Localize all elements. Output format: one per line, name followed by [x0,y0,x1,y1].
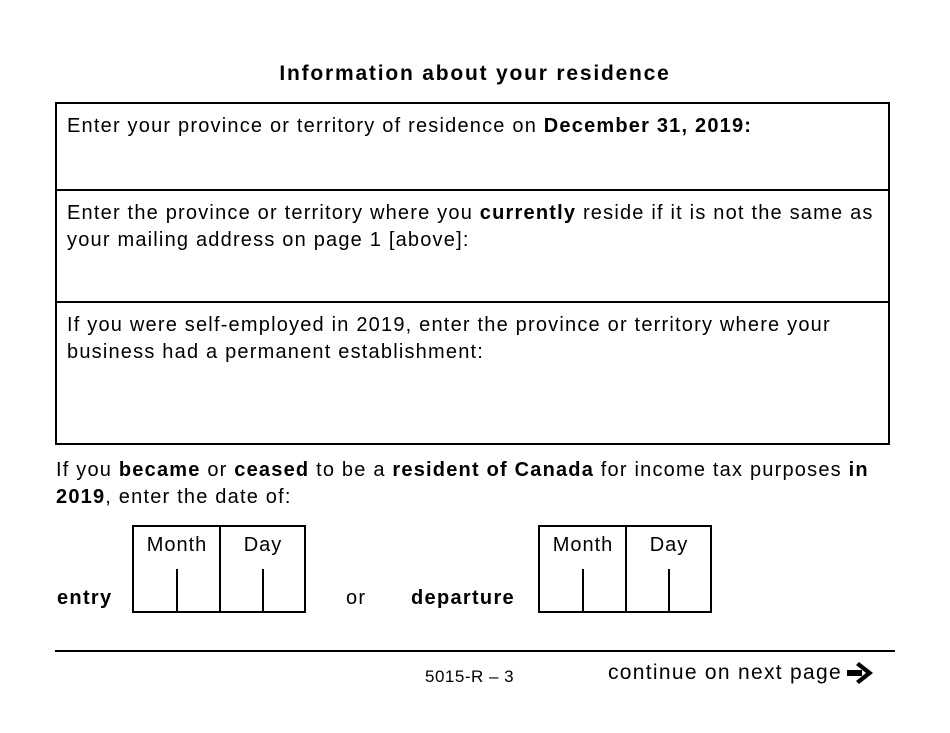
entry-month-header: Month [146,534,208,556]
departure-day-digit-2[interactable] [670,569,712,613]
departure-month-digit-2[interactable] [584,569,625,613]
right-arrow-icon [846,661,874,685]
departure-label: departure [411,587,515,609]
departure-month-digit-1[interactable] [540,569,582,613]
residence-dec31-field[interactable] [57,104,888,191]
entry-day-digit-2[interactable] [264,569,306,613]
section-title: Information about your residence [279,62,671,85]
current-residence-label-post: reside if it is not the same as your mailing address on page 1 [above]: [67,202,874,251]
entry-day-digit-1[interactable] [221,569,262,613]
or-label: or [346,587,367,609]
continue-next-page [608,661,874,685]
page-number: 5015-R – 3 [425,667,515,686]
departure-month-header: Month [552,534,614,556]
current-residence-field[interactable] [57,191,888,303]
entry-day-header: Day [243,534,283,556]
current-residence-emphasis: currently [479,202,577,224]
entry-date-box [132,525,306,613]
departure-day-header: Day [649,534,689,556]
residence-table [55,102,890,445]
current-residence-label-pre: Enter the province or territory where you [67,202,480,224]
departure-day-digit-1[interactable] [627,569,668,613]
entry-month-digit-2[interactable] [178,569,219,613]
residency-change-instructions: If you became or ceased to be a resident of Canada for income tax purposes in 2019, enter the date of: [56,459,869,508]
entry-label: entry [57,587,113,609]
business-establishment-field[interactable] [57,303,888,443]
residence-dec31-label: Enter your province or territory of residence on [67,115,544,137]
residence-dec31-date: December 31, 2019: [543,115,753,137]
footer-rule [55,650,895,652]
departure-date-box [538,525,712,613]
entry-month-digit-1[interactable] [134,569,176,613]
continue-text: continue on next page [608,661,842,684]
business-establishment-label: If you were self-employed in 2019, enter the province or territory where your business had a permanent establishment: [67,314,831,363]
